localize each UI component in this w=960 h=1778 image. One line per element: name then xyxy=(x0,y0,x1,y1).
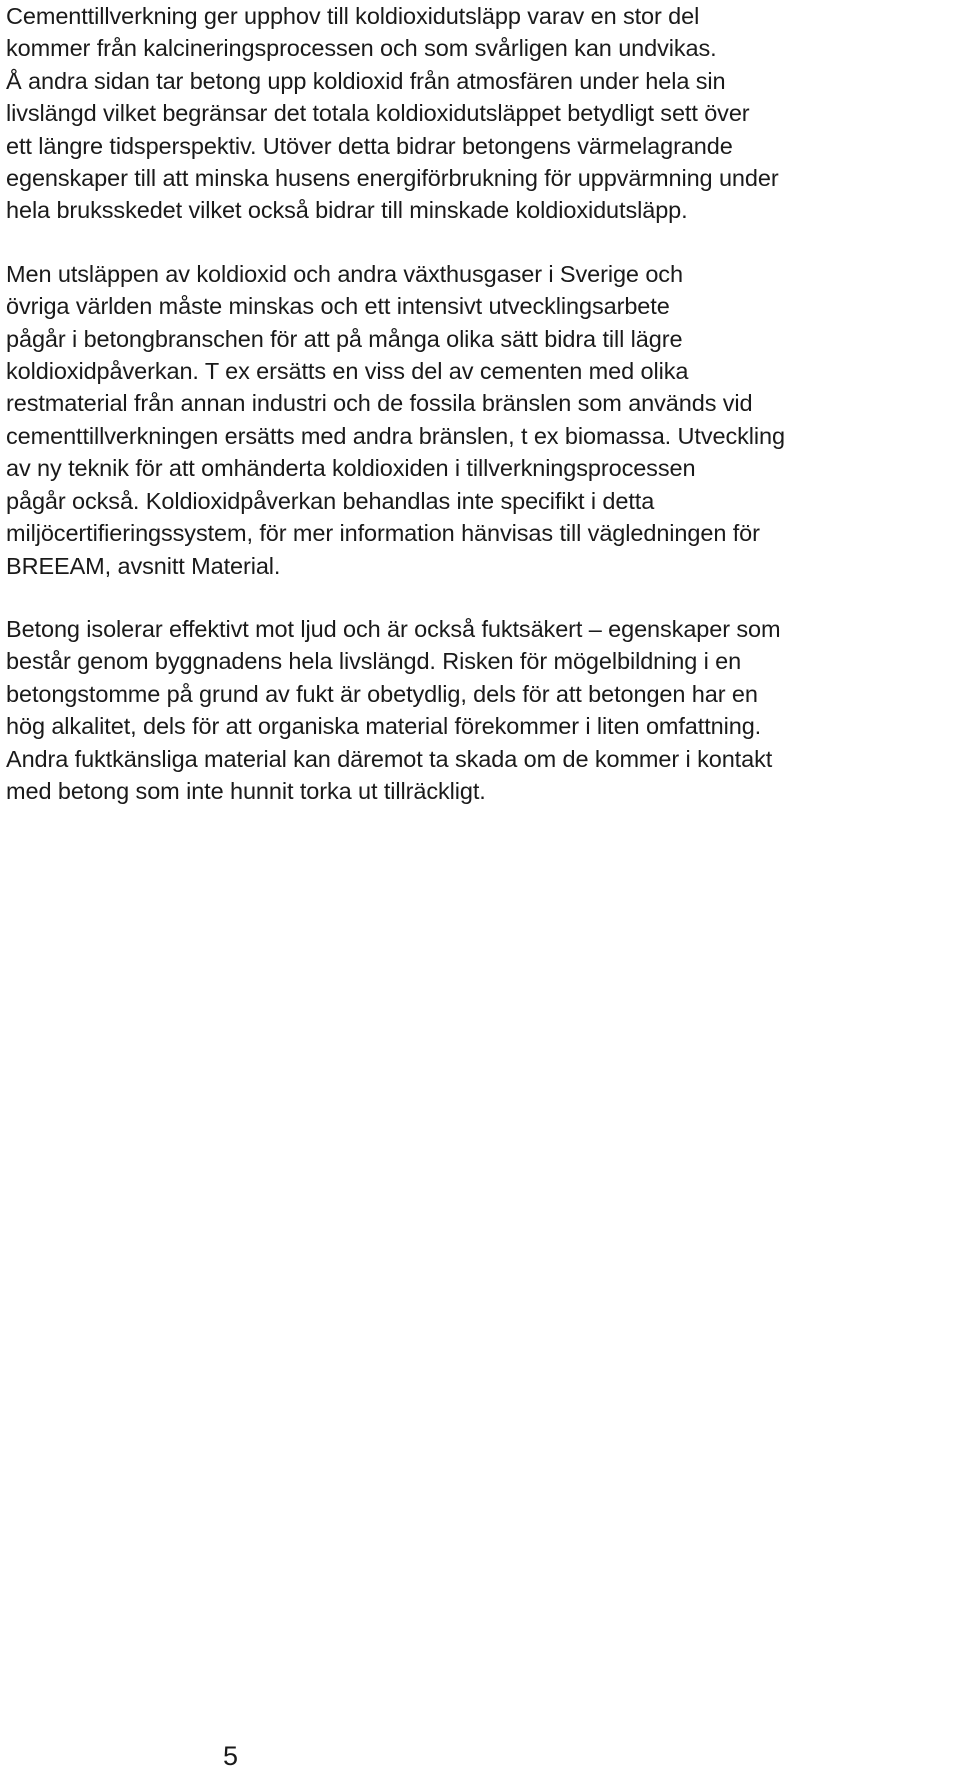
text-line: cementtillverkningen ersätts med andra bränslen, t ex biomassa. Utveckling xyxy=(6,422,785,449)
paragraph-2 xyxy=(6,258,956,582)
page-number: 5 xyxy=(223,1741,239,1771)
text-line: Betong isolerar effektivt mot ljud och är också fuktsäkert – egenskaper som xyxy=(6,615,781,642)
text-line: betongstomme på grund av fukt är obetydlig, dels för att betongen har en xyxy=(6,680,758,707)
text-line: restmaterial från annan industri och de fossila bränslen som används vid xyxy=(6,390,753,417)
text-line: Andra fuktkänsliga material kan däremot ta skada om de kommer i kontakt xyxy=(6,745,773,772)
text-line: livslängd vilket begränsar det totala koldioxidutsläppet betydligt sett över xyxy=(6,100,750,127)
text-line: pågår också. Koldioxidpåverkan behandlas inte specifikt i detta xyxy=(6,487,655,514)
text-line: övriga världen måste minskas och ett intensivt utvecklingsarbete xyxy=(6,293,670,320)
paragraph-1 xyxy=(6,0,956,227)
text-line: miljöcertifieringssystem, för mer information hänvisas till vägledningen för xyxy=(6,520,760,547)
text-line: med betong som inte hunnit torka ut tillräckligt. xyxy=(6,777,486,804)
text-line: Cementtillverkning ger upphov till koldioxidutsläpp varav en stor del xyxy=(6,3,700,29)
text-line: BREEAM, avsnitt Material. xyxy=(6,552,281,579)
text-line: koldioxidpåverkan. T ex ersätts en viss del av cementen med olika xyxy=(6,358,689,385)
text-line: består genom byggnadens hela livslängd. Risken för mögelbildning i en xyxy=(6,648,742,675)
text-line: hög alkalitet, dels för att organiska material förekommer i liten omfattning. xyxy=(6,713,762,740)
text-line: Å andra sidan tar betong upp koldioxid från atmosfären under hela sin xyxy=(6,67,726,94)
text-line: ett längre tidsperspektiv. Utöver detta bidrar betongens värmelagrande xyxy=(6,132,733,159)
text-line: av ny teknik för att omhänderta koldioxiden i tillverkningsprocessen xyxy=(6,455,696,482)
paragraph-3 xyxy=(6,613,956,807)
body-text xyxy=(6,0,956,807)
text-line: kommer från kalcineringsprocessen och som svårligen kan undvikas. xyxy=(6,35,717,62)
text-line: pågår i betongbranschen för att på många olika sätt bidra till lägre xyxy=(6,325,683,352)
text-line: Men utsläppen av koldioxid och andra växthusgaser i Sverige och xyxy=(6,260,683,287)
text-line: egenskaper till att minska husens energiförbrukning för uppvärmning under xyxy=(6,165,779,192)
text-line: hela bruksskedet vilket också bidrar till minskade koldioxidutsläpp. xyxy=(6,197,688,224)
